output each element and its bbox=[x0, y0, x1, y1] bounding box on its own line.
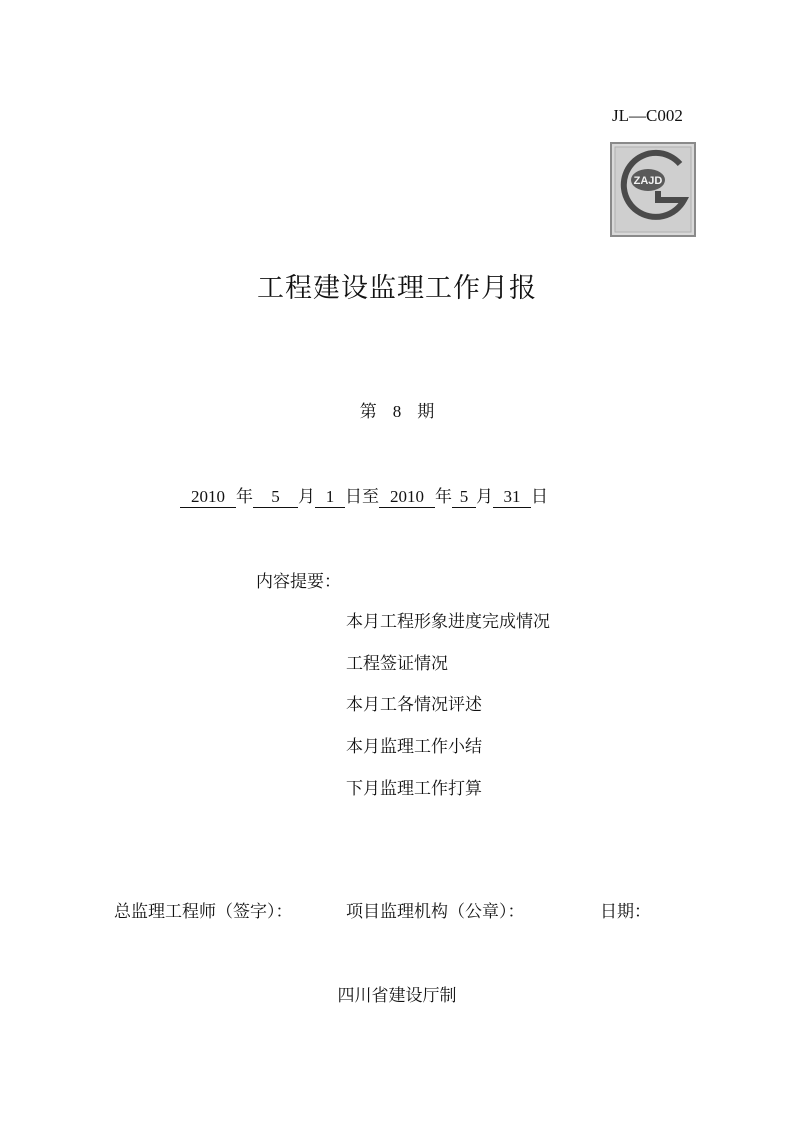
issuer: 四川省建设厅制 bbox=[337, 986, 457, 1006]
start-month-field: 5 bbox=[253, 487, 298, 508]
year-label: 年 bbox=[435, 487, 452, 507]
summary-item: 本月工各情况评述 bbox=[346, 695, 482, 715]
day-label: 日 bbox=[531, 487, 548, 507]
institution-seal-label: 项目监理机构（公章）： bbox=[346, 902, 525, 922]
start-day-field: 1 bbox=[315, 487, 345, 508]
zajd-logo-icon bbox=[610, 142, 696, 237]
end-month-field: 5 bbox=[452, 487, 476, 508]
summary-item: 下月监理工作打算 bbox=[346, 779, 482, 799]
logo-text: ZAJD bbox=[633, 175, 663, 187]
summary-item: 本月工程形象进度完成情况 bbox=[346, 612, 550, 632]
month-label: 月 bbox=[476, 487, 493, 507]
report-period bbox=[180, 482, 548, 508]
end-year-field: 2010 bbox=[379, 487, 435, 508]
year-label: 年 bbox=[236, 487, 253, 507]
chief-engineer-signature-label: 总监理工程师（签字）： bbox=[114, 902, 293, 922]
date-label: 日期： bbox=[600, 902, 651, 922]
summary-label: 内容提要： bbox=[256, 572, 341, 592]
issue-value: 8 bbox=[392, 402, 402, 421]
report-title: 工程建设监理工作月报 bbox=[257, 273, 537, 304]
day-to-label: 日至 bbox=[345, 487, 379, 507]
issue-suffix: 期 bbox=[417, 402, 435, 422]
form-code: JL—C002 bbox=[612, 106, 683, 125]
month-label: 月 bbox=[298, 487, 315, 507]
start-year-field: 2010 bbox=[180, 487, 236, 508]
issue-prefix: 第 bbox=[359, 402, 377, 422]
summary-item: 本月监理工作小结 bbox=[346, 737, 482, 757]
summary-item: 工程签证情况 bbox=[346, 654, 448, 674]
end-day-field: 31 bbox=[493, 487, 531, 508]
zajd-logo bbox=[610, 142, 696, 237]
issue-number bbox=[0, 397, 794, 422]
